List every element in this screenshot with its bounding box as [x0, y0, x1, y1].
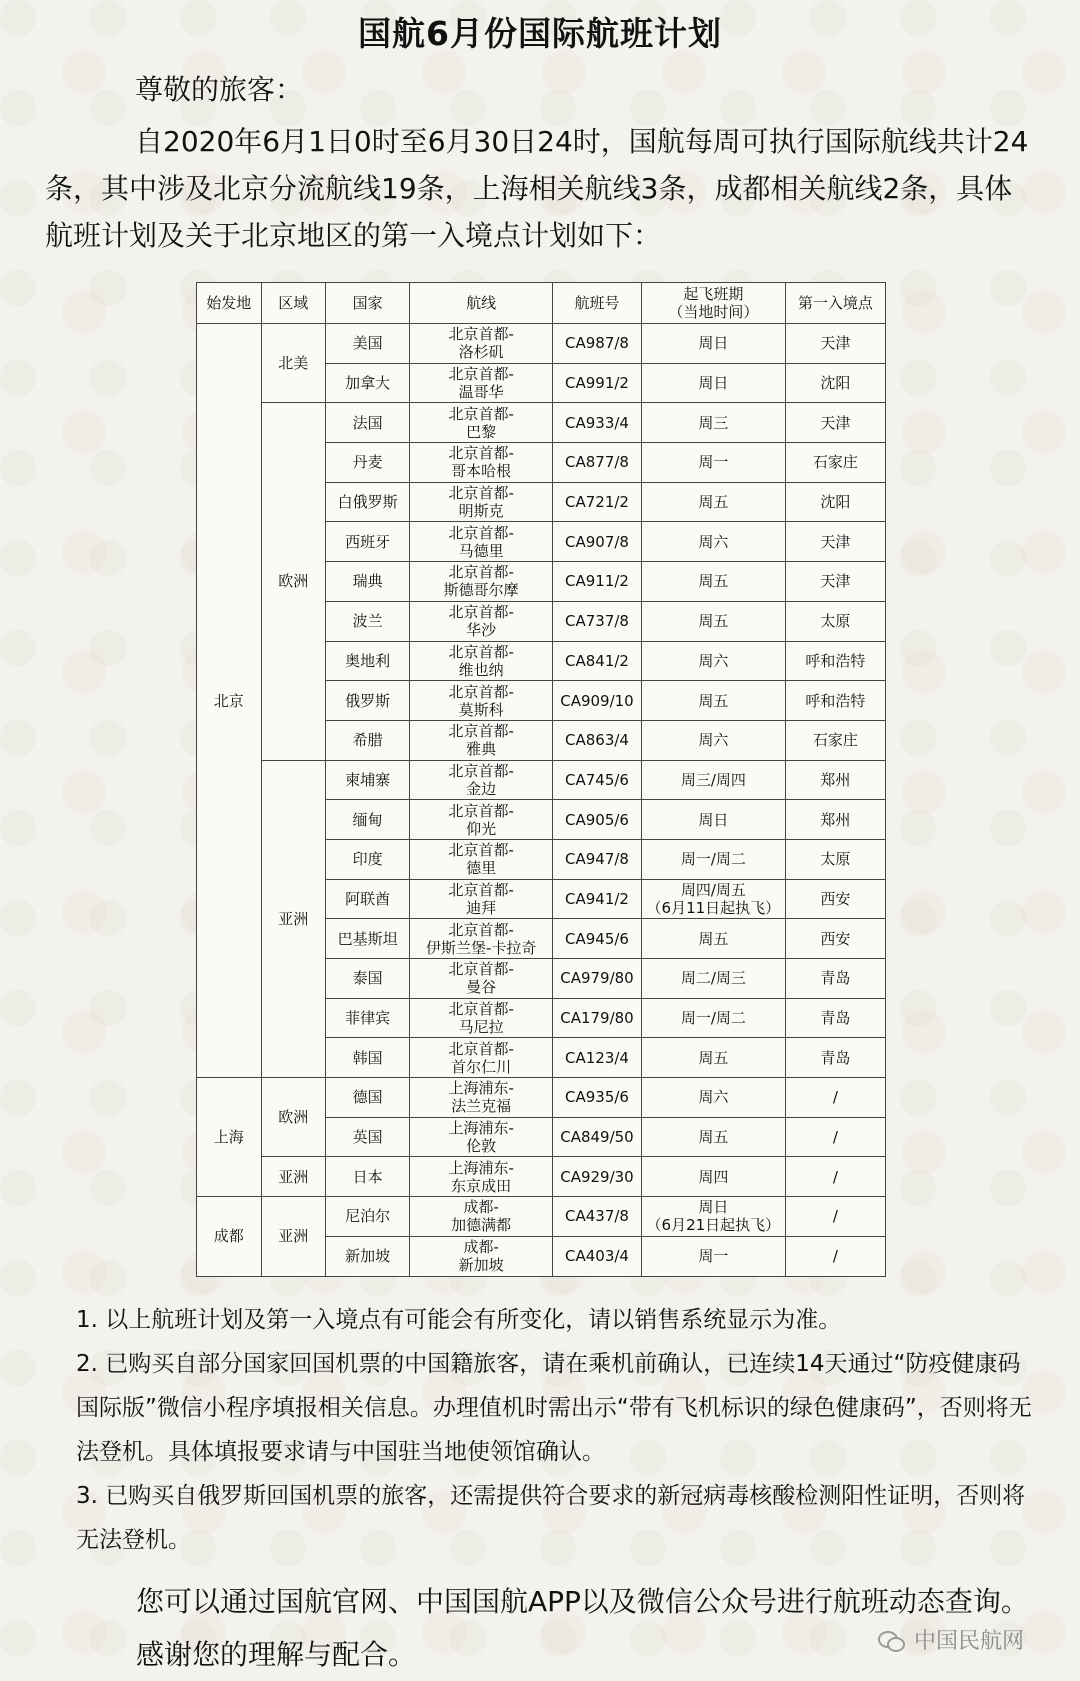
- cell-flight: CA849/50: [553, 1117, 642, 1157]
- cell-flight: CA745/6: [553, 760, 642, 800]
- cell-region: 亚洲: [261, 1157, 326, 1197]
- schedule-days: 周一/周二: [680, 1009, 746, 1028]
- cell-country: 白俄罗斯: [326, 482, 410, 522]
- cell-route: [410, 720, 553, 760]
- cell-flight: CA123/4: [553, 1038, 642, 1078]
- cell-route: [410, 800, 553, 840]
- header-region: 区域: [261, 283, 326, 324]
- intro-paragraph: 自2020年6月1日0时至6月30日24时，国航每周可执行国际航线共计24条，其中涉及北京分流航线19条，上海相关航线3条，成都相关航线2条，具体航班计划及关于北京地区的第一入境点计划如下：: [45, 125, 1029, 252]
- table-row: [197, 1078, 886, 1118]
- cell-country: 巴基斯坦: [326, 919, 410, 959]
- route-line-2: 东京成田: [451, 1176, 512, 1195]
- schedule-days: 周六: [698, 532, 729, 551]
- notes: [76, 1298, 1036, 1562]
- header-schedule-line2: （当地时间）: [668, 303, 759, 321]
- cell-flight: CA979/80: [553, 959, 642, 999]
- route-line-1: 北京首都-: [448, 603, 514, 622]
- route-line-2: 加德满都: [451, 1216, 512, 1235]
- cell-origin: 北京: [197, 324, 262, 1078]
- route-line-1: 北京首都-: [448, 484, 514, 503]
- header-route: 航线: [410, 283, 553, 324]
- page-title: 国航6月份国际航班计划: [358, 14, 722, 53]
- schedule-days: 周一/周二: [680, 850, 746, 869]
- note-3: 3. 已购买自俄罗斯回国机票的旅客，还需提供符合要求的新冠病毒核酸检测阳性证明，否则将无法登机。: [76, 1483, 1026, 1553]
- route-line-2: 首尔仁川: [451, 1057, 512, 1076]
- cell-country: 丹麦: [326, 443, 410, 483]
- cell-route: [410, 1197, 553, 1237]
- route-line-2: 维也纳: [458, 660, 504, 679]
- route-line-1: 北京首都-: [448, 563, 514, 582]
- cell-entry: 郑州: [785, 800, 885, 840]
- route-line-1: 北京首都-: [448, 365, 514, 384]
- cell-flight: CA929/30: [553, 1157, 642, 1197]
- cell-country: 德国: [326, 1078, 410, 1118]
- cell-entry: /: [785, 1236, 885, 1276]
- cell-schedule: [641, 1157, 785, 1197]
- cell-flight: CA721/2: [553, 482, 642, 522]
- cell-schedule: [641, 879, 785, 919]
- cell-route: [410, 522, 553, 562]
- cell-entry: 沈阳: [785, 482, 885, 522]
- route-line-2: 伦敦: [466, 1137, 497, 1156]
- watermark: [878, 1624, 1024, 1655]
- route-line-1: 北京首都-: [448, 761, 514, 780]
- cell-country: 西班牙: [326, 522, 410, 562]
- cell-country: 泰国: [326, 959, 410, 999]
- cell-country: 缅甸: [326, 800, 410, 840]
- schedule-days: 周五: [698, 572, 729, 591]
- cell-entry: /: [785, 1157, 885, 1197]
- cell-country: 俄罗斯: [326, 681, 410, 721]
- cell-route: [410, 324, 553, 364]
- cell-entry: 郑州: [785, 760, 885, 800]
- cell-origin: 上海: [197, 1078, 262, 1197]
- cell-schedule: [641, 919, 785, 959]
- cell-route: [410, 363, 553, 403]
- closing-line-2: 感谢您的理解与配合。: [136, 1638, 417, 1671]
- schedule-days: 周六: [698, 651, 729, 670]
- cell-entry: 天津: [785, 403, 885, 443]
- schedule-days: 周日: [698, 810, 729, 829]
- cell-flight: CA863/4: [553, 720, 642, 760]
- cell-entry: 天津: [785, 522, 885, 562]
- route-line-1: 上海浦东-: [448, 1079, 514, 1098]
- route-line-1: 成都-: [463, 1238, 499, 1257]
- header-schedule: [641, 283, 785, 324]
- cell-entry: 青岛: [785, 959, 885, 999]
- cell-route: [410, 601, 553, 641]
- route-line-2: 法兰克福: [451, 1097, 512, 1116]
- schedule-days: 周五: [698, 493, 729, 512]
- cell-route: [410, 1117, 553, 1157]
- cell-entry: 石家庄: [785, 443, 885, 483]
- cell-region: 欧洲: [261, 1078, 326, 1157]
- cell-entry: 天津: [785, 562, 885, 602]
- cell-entry: /: [785, 1117, 885, 1157]
- cell-country: 希腊: [326, 720, 410, 760]
- cell-flight: CA737/8: [553, 601, 642, 641]
- header-flight: 航班号: [553, 283, 642, 324]
- cell-entry: 太原: [785, 601, 885, 641]
- note-1: 1. 以上航班计划及第一入境点有可能会有所变化，请以销售系统显示为准。: [76, 1307, 842, 1333]
- cell-region: 亚洲: [261, 760, 326, 1078]
- schedule-days: 周四/周五: [680, 880, 746, 899]
- route-line-1: 北京首都-: [448, 404, 514, 423]
- cell-schedule: [641, 1117, 785, 1157]
- cell-schedule: [641, 522, 785, 562]
- cell-country: 波兰: [326, 601, 410, 641]
- header-entry: 第一入境点: [785, 283, 885, 324]
- table-body: [197, 324, 886, 1277]
- route-line-1: 北京首都-: [448, 841, 514, 860]
- route-line-2: 洛杉矶: [458, 343, 504, 362]
- route-line-2: 斯德哥尔摩: [443, 581, 519, 600]
- cell-entry: 西安: [785, 919, 885, 959]
- cell-flight: CA933/4: [553, 403, 642, 443]
- cell-route: [410, 482, 553, 522]
- cell-flight: CA179/80: [553, 998, 642, 1038]
- route-line-1: 北京首都-: [448, 801, 514, 820]
- cell-origin: 成都: [197, 1197, 262, 1276]
- route-line-2: 迪拜: [466, 898, 497, 917]
- cell-schedule: [641, 403, 785, 443]
- cell-schedule: [641, 363, 785, 403]
- schedule-days: 周日: [698, 374, 729, 393]
- cell-route: [410, 403, 553, 443]
- cell-route: [410, 443, 553, 483]
- route-line-1: 上海浦东-: [448, 1158, 514, 1177]
- cell-flight: CA987/8: [553, 324, 642, 364]
- cell-country: 瑞典: [326, 562, 410, 602]
- cell-route: [410, 919, 553, 959]
- cell-flight: CA403/4: [553, 1236, 642, 1276]
- route-line-2: 莫斯科: [458, 700, 504, 719]
- cell-schedule: [641, 324, 785, 364]
- cell-schedule: [641, 720, 785, 760]
- cell-entry: /: [785, 1197, 885, 1237]
- cell-schedule: [641, 1236, 785, 1276]
- cell-schedule: [641, 800, 785, 840]
- cell-flight: CA935/6: [553, 1078, 642, 1118]
- schedule-note: （6月11日起执飞）: [646, 898, 781, 917]
- cell-region: 欧洲: [261, 403, 326, 760]
- cell-flight: CA941/2: [553, 879, 642, 919]
- route-line-1: 上海浦东-: [448, 1119, 514, 1138]
- route-line-2: 伊斯兰堡-卡拉奇: [425, 938, 537, 957]
- route-line-1: 北京首都-: [448, 682, 514, 701]
- route-line-2: 哥本哈根: [451, 462, 512, 481]
- header-country: 国家: [326, 283, 410, 324]
- cell-schedule: [641, 839, 785, 879]
- cell-entry: /: [785, 1078, 885, 1118]
- route-line-1: 北京首都-: [448, 920, 514, 939]
- table-row: [197, 324, 886, 364]
- route-line-1: 北京首都-: [448, 1039, 514, 1058]
- cell-country: 尼泊尔: [326, 1197, 410, 1237]
- cell-route: [410, 641, 553, 681]
- cell-route: [410, 1038, 553, 1078]
- table-row: [197, 1197, 886, 1237]
- cell-route: [410, 879, 553, 919]
- header-schedule-line1: 起飞班期: [683, 285, 744, 303]
- route-line-1: 北京首都-: [448, 880, 514, 899]
- cell-region: 北美: [261, 324, 326, 403]
- cell-entry: 天津: [785, 324, 885, 364]
- route-line-1: 北京首都-: [448, 1000, 514, 1019]
- cell-entry: 太原: [785, 839, 885, 879]
- cell-country: 英国: [326, 1117, 410, 1157]
- route-line-1: 成都-: [463, 1198, 499, 1217]
- route-line-2: 马尼拉: [458, 1018, 504, 1037]
- schedule-days: 周三/周四: [680, 770, 746, 789]
- cell-route: [410, 959, 553, 999]
- cell-flight: CA909/10: [553, 681, 642, 721]
- schedule-days: 周一: [698, 1247, 729, 1266]
- cell-flight: CA947/8: [553, 839, 642, 879]
- cell-entry: 青岛: [785, 1038, 885, 1078]
- cell-schedule: [641, 1078, 785, 1118]
- route-line-2: 巴黎: [466, 422, 497, 441]
- cell-schedule: [641, 681, 785, 721]
- cell-flight: CA991/2: [553, 363, 642, 403]
- route-line-1: 北京首都-: [448, 960, 514, 979]
- cell-flight: CA907/8: [553, 522, 642, 562]
- closing-line-1: 您可以通过国航官网、中国国航APP以及微信公众号进行航班动态查询。: [136, 1585, 1029, 1618]
- route-line-1: 北京首都-: [448, 722, 514, 741]
- route-line-1: 北京首都-: [448, 325, 514, 344]
- route-line-2: 金边: [466, 779, 497, 798]
- schedule-days: 周一: [698, 453, 729, 472]
- cell-entry: 西安: [785, 879, 885, 919]
- cell-flight: CA945/6: [553, 919, 642, 959]
- route-line-2: 华沙: [466, 621, 497, 640]
- cell-flight: CA911/2: [553, 562, 642, 602]
- schedule-days: 周五: [698, 929, 729, 948]
- route-line-2: 德里: [466, 859, 497, 878]
- cell-route: [410, 562, 553, 602]
- cell-country: 菲律宾: [326, 998, 410, 1038]
- cell-entry: 呼和浩特: [785, 641, 885, 681]
- table-header-row: [197, 283, 886, 324]
- cell-country: 柬埔寨: [326, 760, 410, 800]
- cell-route: [410, 1078, 553, 1118]
- route-line-1: 北京首都-: [448, 523, 514, 542]
- cell-flight: CA841/2: [553, 641, 642, 681]
- cell-route: [410, 1236, 553, 1276]
- cell-schedule: [641, 641, 785, 681]
- cell-flight: CA905/6: [553, 800, 642, 840]
- cell-country: 法国: [326, 403, 410, 443]
- schedule-days: 周日: [698, 1198, 729, 1217]
- schedule-days: 周六: [698, 731, 729, 750]
- route-line-1: 北京首都-: [448, 642, 514, 661]
- cell-schedule: [641, 443, 785, 483]
- schedule-days: 周六: [698, 1088, 729, 1107]
- cell-country: 印度: [326, 839, 410, 879]
- greeting: 尊敬的旅客：: [135, 73, 304, 106]
- route-line-1: 北京首都-: [448, 444, 514, 463]
- schedule-days: 周五: [698, 691, 729, 710]
- cell-country: 日本: [326, 1157, 410, 1197]
- schedule-days: 周四: [698, 1167, 729, 1186]
- schedule-days: 周五: [698, 1128, 729, 1147]
- cell-entry: 沈阳: [785, 363, 885, 403]
- cell-schedule: [641, 562, 785, 602]
- cell-schedule: [641, 601, 785, 641]
- flight-schedule-table: [196, 282, 886, 1277]
- route-line-2: 新加坡: [458, 1256, 504, 1275]
- cell-country: 阿联酋: [326, 879, 410, 919]
- schedule-days: 周二/周三: [680, 969, 746, 988]
- cell-entry: 石家庄: [785, 720, 885, 760]
- cell-country: 韩国: [326, 1038, 410, 1078]
- cell-route: [410, 998, 553, 1038]
- cell-flight: CA877/8: [553, 443, 642, 483]
- cell-schedule: [641, 998, 785, 1038]
- schedule-days: 周三: [698, 413, 729, 432]
- cell-entry: 呼和浩特: [785, 681, 885, 721]
- header-origin: 始发地: [197, 283, 262, 324]
- route-line-2: 马德里: [458, 541, 504, 560]
- table-row: [197, 760, 886, 800]
- schedule-days: 周五: [698, 1048, 729, 1067]
- watermark-text: 中国民航网: [914, 1629, 1025, 1654]
- cell-route: [410, 1157, 553, 1197]
- cell-country: 奥地利: [326, 641, 410, 681]
- cell-route: [410, 681, 553, 721]
- schedule-note: （6月21日起执飞）: [646, 1216, 781, 1235]
- schedule-days: 周日: [698, 334, 729, 353]
- route-line-2: 明斯克: [458, 502, 504, 521]
- cell-country: 加拿大: [326, 363, 410, 403]
- cell-schedule: [641, 482, 785, 522]
- cell-country: 新加坡: [326, 1236, 410, 1276]
- cell-schedule: [641, 760, 785, 800]
- table-row: [197, 403, 886, 443]
- cell-flight: CA437/8: [553, 1197, 642, 1237]
- route-line-2: 雅典: [466, 740, 497, 759]
- cell-schedule: [641, 1038, 785, 1078]
- route-line-2: 温哥华: [458, 383, 504, 402]
- schedule-days: 周五: [698, 612, 729, 631]
- cell-country: 美国: [326, 324, 410, 364]
- cell-route: [410, 839, 553, 879]
- cell-schedule: [641, 959, 785, 999]
- note-2: 2. 已购买自部分国家回国机票的中国籍旅客，请在乘机前确认，已连续14天通过“防疫健康码国际版”微信小程序填报相关信息。办理值机时需出示“带有飞机标识的绿色健康码”，否则将无法登机。具体填报要求请与中国驻当地使领馆确认。: [76, 1351, 1032, 1465]
- table-row: [197, 1157, 886, 1197]
- route-line-2: 仰光: [466, 819, 497, 838]
- wechat-icon: [878, 1629, 906, 1651]
- cell-schedule: [641, 1197, 785, 1237]
- cell-route: [410, 760, 553, 800]
- cell-entry: 青岛: [785, 998, 885, 1038]
- cell-region: 亚洲: [261, 1197, 326, 1276]
- route-line-2: 曼谷: [466, 978, 497, 997]
